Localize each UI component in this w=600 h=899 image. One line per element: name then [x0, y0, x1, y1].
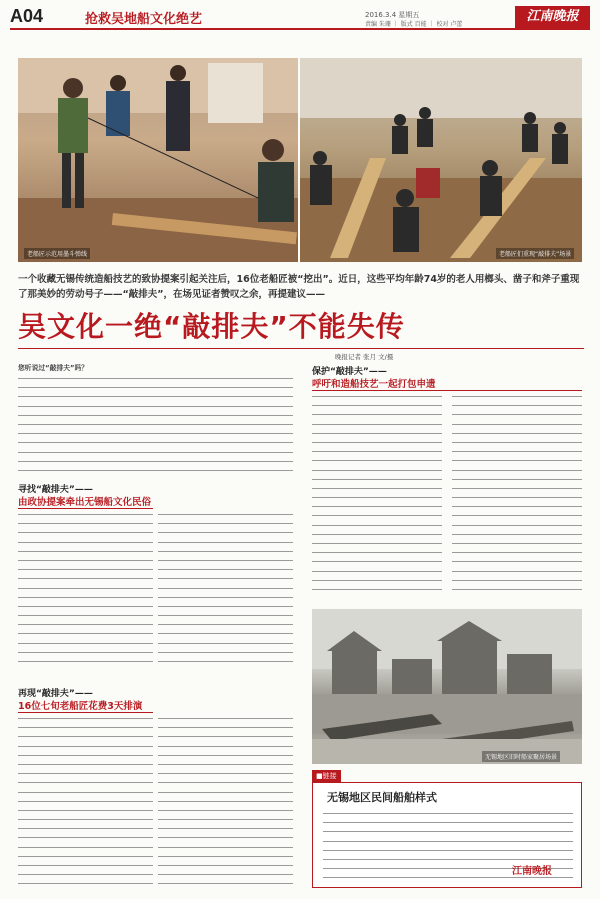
- text-block: [452, 396, 582, 598]
- section-subtitle-protect: 呼吁和造船技艺一起打包申遗: [312, 379, 436, 390]
- masthead-logo: 江南晚报: [515, 6, 590, 28]
- divider: [18, 348, 584, 349]
- watermark: 江南晚报: [512, 866, 552, 877]
- section-heading-reappear: 再现“敲排夫”——: [18, 689, 93, 699]
- photo-illustration: [312, 609, 582, 764]
- column-intro: 您听说过“敲排夫”吗？: [18, 364, 89, 372]
- lead-paragraph: 一个收藏无锡传统造船技艺的致协提案引起关注后，16位老船匠被“挖出”。近日，这些平均年龄74岁的老人用榔头、凿子和斧子重现了那美妙的劳动号子——“敲排夫”，在场见证者赞叹之余，再提建议——: [18, 274, 580, 300]
- text-block: [18, 378, 293, 479]
- text-block: [18, 514, 153, 670]
- issue-date: 2016.3.4 星期五: [365, 11, 420, 19]
- photo-group-rehearsal: [300, 58, 582, 262]
- page-header: [10, 6, 590, 30]
- photo-illustration: [18, 58, 298, 262]
- divider: [18, 712, 153, 713]
- editor-credits: 责编 朱珊 ｜ 版式 百能 ｜ 校对 卢蕾: [365, 21, 463, 28]
- photo-old-village: [312, 609, 582, 764]
- text-block: [18, 718, 153, 893]
- text-block: [312, 396, 442, 598]
- text-block: [158, 718, 293, 893]
- photo-caption-right: 老船匠们重现“敲排夫”场景: [496, 248, 574, 259]
- section-subtitle-reappear: 16位七旬老船匠花费3天排演: [18, 701, 143, 712]
- photo-caption-left: 老船匠示范用墨斗弹线: [24, 248, 90, 259]
- section-title: 抢救吴地船文化绝艺: [85, 12, 203, 27]
- divider: [312, 390, 582, 391]
- page-number: A04: [10, 6, 44, 26]
- text-block: [158, 514, 293, 670]
- photo-illustration: [300, 58, 582, 262]
- section-subtitle-find: 由政协提案牵出无锡船文化民俗: [18, 497, 152, 508]
- sidebar-title: 无锡地区民间船舶样式: [327, 791, 437, 804]
- link-tag: ■链接: [312, 770, 341, 782]
- section-heading-protect: 保护“敲排夫”——: [312, 367, 387, 377]
- headline: 吴文化一绝“敲排夫”不能失传: [18, 310, 405, 343]
- byline: 晚报记者 张月 文/摄: [335, 353, 394, 361]
- divider: [18, 508, 153, 509]
- section-heading-find: 寻找“敲排夫”——: [18, 485, 93, 495]
- photo-caption-village: 无锡地区旧时船家聚居场景: [482, 751, 560, 762]
- photo-master-carpenter: [18, 58, 298, 262]
